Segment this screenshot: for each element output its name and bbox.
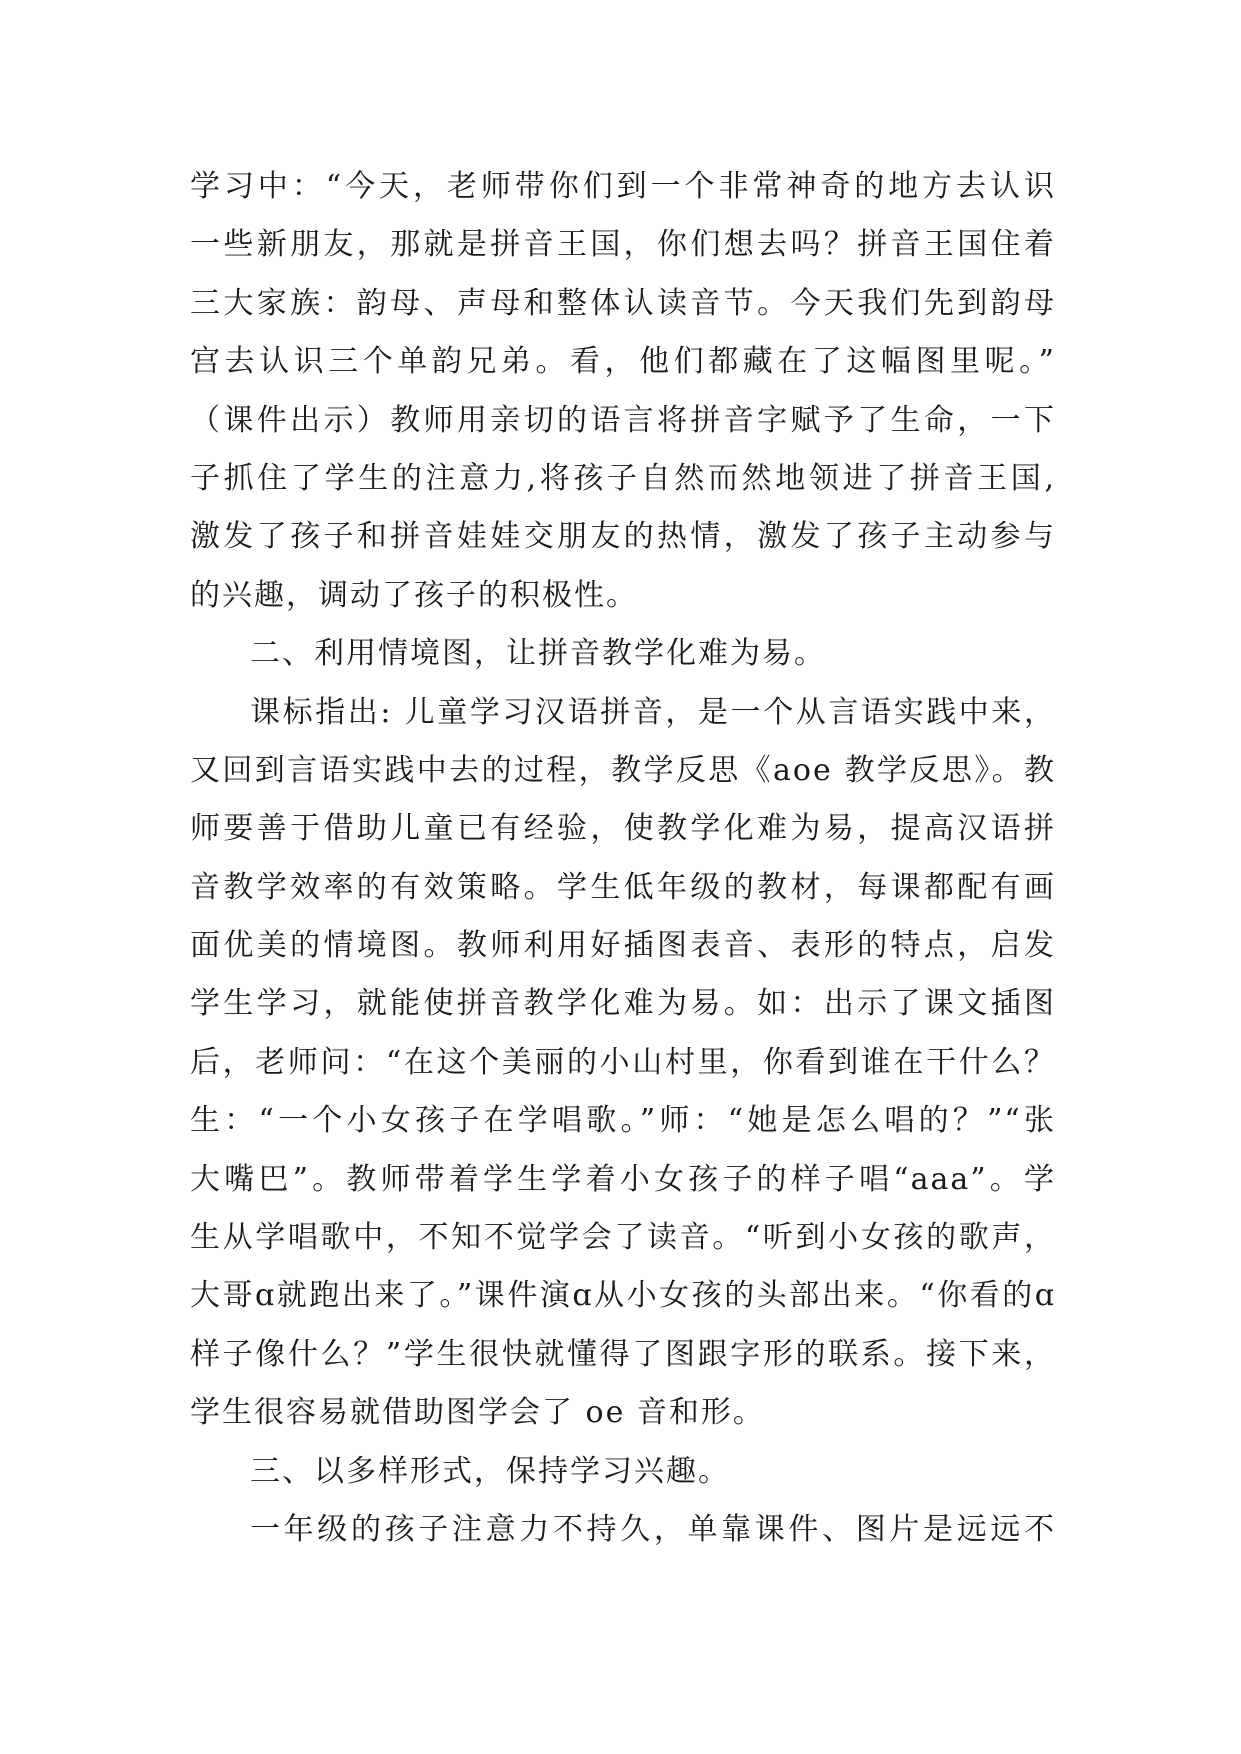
text-line: 一些新朋友，那就是拼音王国，你们想去吗？拼音王国住着 [190, 227, 1056, 263]
text-line: 后，老师问：“在这个美丽的小山村里，你看到谁在干什么？ [190, 1044, 1056, 1080]
text-line: 激发了孩子和拼音娃娃交朋友的热情，激发了孩子主动参与 [190, 519, 1056, 555]
body-text [190, 158, 1056, 1559]
text-line: 大哥ɑ就跑出来了。”课件演ɑ从小女孩的头部出来。“你看的ɑ [190, 1278, 1056, 1314]
text-line: 子抓住了学生的注意力,将孩子自然而然地领进了拼音王国, [190, 460, 1056, 496]
section-heading: 三、以多样形式，保持学习兴趣。 [250, 1453, 730, 1489]
text-line: （课件出示）教师用亲切的语言将拼音字赋予了生命，一下 [190, 402, 1056, 438]
text-line: 的兴趣，调动了孩子的积极性。 [190, 577, 638, 613]
section-heading: 二、利用情境图，让拼音教学化难为易。 [250, 636, 826, 672]
text-line: 三大家族：韵母、声母和整体认读音节。今天我们先到韵母 [190, 285, 1056, 321]
text-line: 又回到言语实践中去的过程，教学反思《aoe 教学反思》。教 [190, 752, 1056, 788]
text-line: 宫去认识三个单韵兄弟。看，他们都藏在了这幅图里呢。” [190, 344, 1056, 380]
text-line: 大嘴巴”。教师带着学生学着小女孩子的样子唱“aaa”。学 [190, 1161, 1056, 1197]
text-line: 样子像什么？”学生很快就懂得了图跟字形的联系。接下来， [190, 1336, 1056, 1372]
text-line: 学习中：“今天，老师带你们到一个非常神奇的地方去认识 [190, 169, 1056, 204]
text-line: 音教学效率的有效策略。学生低年级的教材，每课都配有画 [190, 869, 1056, 905]
text-line: 一年级的孩子注意力不持久，单靠课件、图片是远远不 [250, 1511, 1056, 1547]
text-line: 学生学习，就能使拼音教学化难为易。如：出示了课文插图 [190, 986, 1056, 1022]
text-line: 课标指出: 儿童学习汉语拼音，是一个从言语实践中来， [250, 694, 1056, 730]
text-line: 学生很容易就借助图学会了 oe 音和形。 [190, 1395, 765, 1431]
text-line: 师要善于借助儿童已有经验，使教学化难为易，提高汉语拼 [190, 811, 1056, 847]
text-line: 生：“一个小女孩子在学唱歌。”师：“她是怎么唱的？”“张 [190, 1103, 1056, 1139]
text-line: 生从学唱歌中，不知不觉学会了读音。“听到小女孩的歌声， [190, 1220, 1056, 1256]
text-line: 面优美的情境图。教师利用好插图表音、表形的特点，启发 [190, 928, 1056, 964]
